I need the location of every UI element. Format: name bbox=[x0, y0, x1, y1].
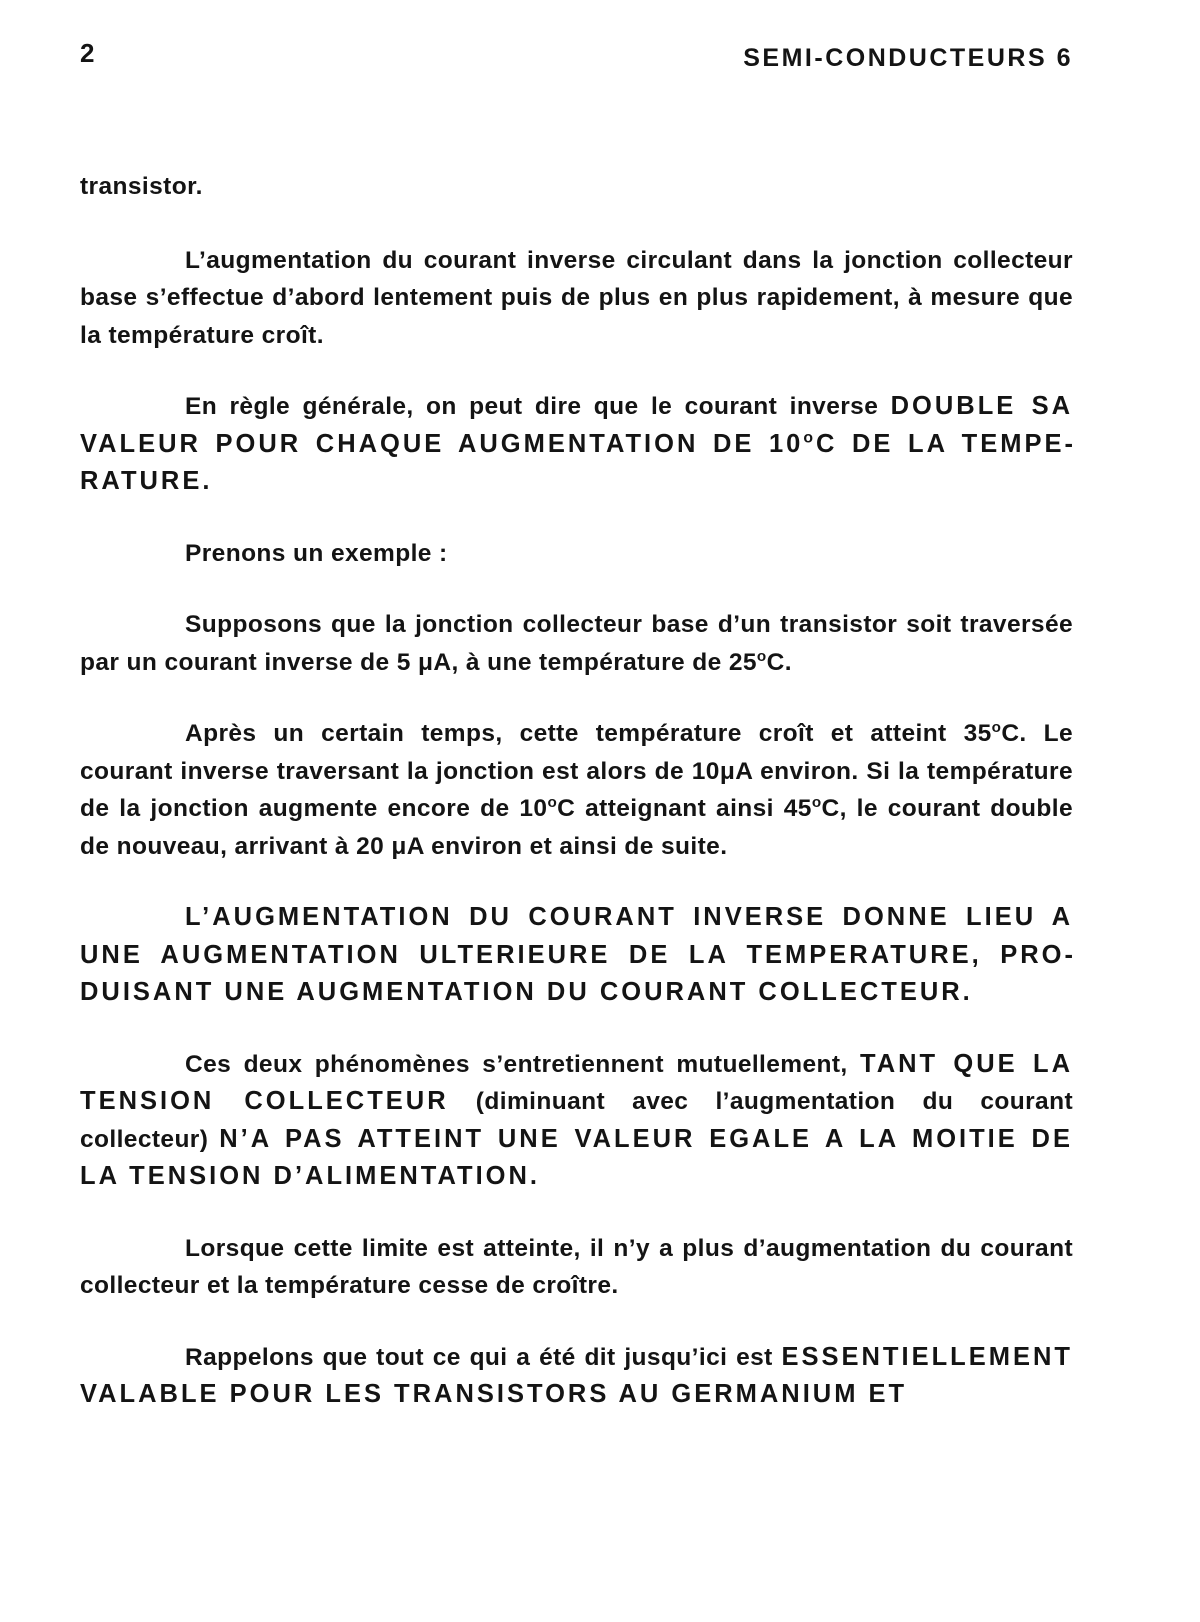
paragraph-reverse-current-increase: L’augmentation du courant inverse circulant dans la jonction collecteur base s’effectue d’abord lentement puis de plus en plus rapidement, à mesure que la température croît. bbox=[80, 246, 1073, 349]
paragraph-mutual-phenomena bbox=[80, 1046, 1073, 1196]
page-number: 2 bbox=[80, 38, 95, 68]
paragraph-germanium-note bbox=[80, 1339, 1073, 1414]
degree-sign: o bbox=[756, 647, 767, 665]
emphasis-caps: N’A PAS ATTEINT UNE VALEUR EGALE A LA MOITIE DE LA TENSION D’ALIMENTATION. bbox=[80, 1124, 1073, 1190]
text-run: C. bbox=[766, 648, 792, 676]
text-run: C DE LA TEMPERATURE. bbox=[80, 429, 1074, 495]
text-run: C, le courant double de nouveau, arrivant à 20 μA environ et ainsi de suite. bbox=[80, 795, 1073, 860]
text-run: C atteignant ainsi 45 bbox=[557, 795, 812, 822]
text-run: C. Le courant inverse traversant la jonction est alors de 10μA environ. Si la température de la jonction augmente encore de 10 bbox=[80, 720, 1073, 822]
degree-sign: o bbox=[991, 718, 1002, 736]
running-title: SEMI-CONDUCTEURS 6 bbox=[743, 44, 1073, 72]
text-run: En règle générale, on peut dire que le courant inverse bbox=[185, 393, 891, 420]
degree-sign: o bbox=[803, 429, 817, 446]
body-text bbox=[80, 168, 1073, 1448]
emphasis-caps: ESSENTIELLEMENT VALABLE POUR LES TRANSISTORS AU GERMANIUM ET bbox=[80, 1342, 1073, 1408]
paragraph-example-assumption bbox=[80, 606, 1073, 681]
text-run: Après un certain temps, cette température croît et atteint 35 bbox=[185, 720, 992, 747]
emphasis-caps: TANT QUE LA TENSION COLLECTEUR bbox=[80, 1049, 1073, 1115]
paragraph-thermal-runaway: L’AUGMENTATION DU COURANT INVERSE DONNE LIEU A UNE AUGMENTATION ULTERIEURE DE LA TEMPERATURE, PRODUISANT UNE AUGMENTATION DU COURANT COLLECTEUR. bbox=[80, 903, 1073, 1006]
paragraph-example-progression bbox=[80, 715, 1073, 865]
paragraph-general-rule bbox=[80, 388, 1073, 501]
paragraph-continuation: transistor. bbox=[80, 173, 203, 200]
text-run: Rappelons que tout ce qui a été dit jusqu’ici est bbox=[185, 1343, 782, 1371]
degree-sign: o bbox=[811, 793, 822, 811]
paragraph-limit-reached: Lorsque cette limite est atteinte, il n’y a plus d’augmentation du courant collecteur et la température cesse de croître. bbox=[80, 1234, 1073, 1299]
degree-sign: o bbox=[547, 793, 558, 811]
text-run: DOUBLE SA VALEUR POUR CHAQUE AUGMENTATION DE 10 bbox=[80, 392, 1073, 458]
text-run: Supposons que la jonction collecteur base d’un transistor soit traversée par un courant inverse de 5 μA, à une température de 25 bbox=[80, 611, 1073, 676]
paragraph-example-intro: Prenons un exemple : bbox=[185, 539, 448, 567]
text-run: Ces deux phénomènes s’entretiennent mutuellement, bbox=[185, 1050, 861, 1078]
text-run: (diminuant avec l’augmentation du courant collecteur) bbox=[80, 1088, 1073, 1153]
